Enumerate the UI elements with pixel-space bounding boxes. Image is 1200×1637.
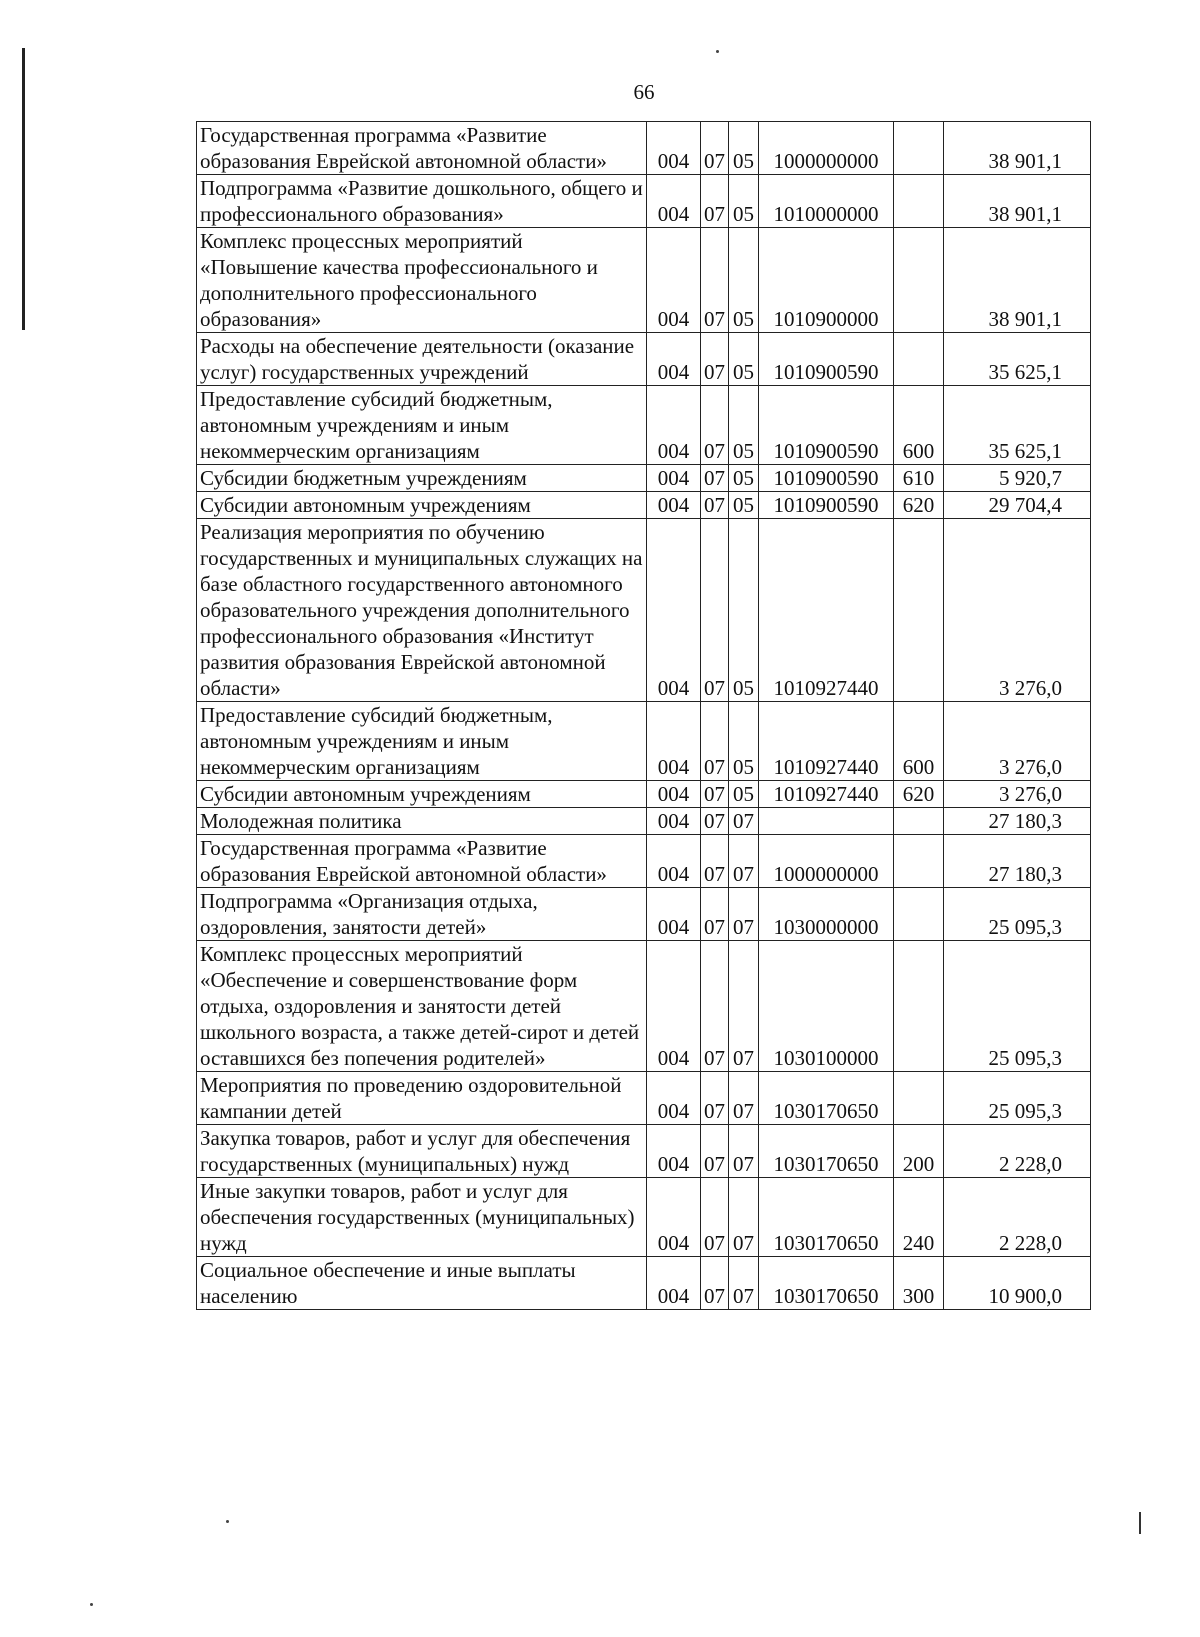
row-subsection-code-cell: 07 [729,1178,759,1257]
table-row [197,808,1091,835]
table-row [197,702,1091,781]
row-subsection-code-cell: 05 [729,492,759,519]
row-admin-code-cell: 004 [647,888,701,941]
table-row [197,122,1091,175]
row-target-article-cell: 1010000000 [759,175,894,228]
row-section-code-cell: 07 [701,1178,729,1257]
row-name-cell: Мероприятия по проведению оздоровительной кампании детей [197,1072,647,1125]
row-subsection-code-cell: 07 [729,808,759,835]
row-section-code-cell: 07 [701,941,729,1072]
row-section-code-cell: 07 [701,808,729,835]
row-admin-code-cell: 004 [647,941,701,1072]
row-target-article-cell: 1030170650 [759,1125,894,1178]
row-expense-type-cell: 610 [894,465,944,492]
row-admin-code-cell: 004 [647,465,701,492]
row-name-cell: Субсидии автономным учреждениям [197,492,647,519]
row-subsection-code-cell: 05 [729,122,759,175]
row-target-article-cell: 1010927440 [759,702,894,781]
table-row [197,1125,1091,1178]
row-section-code-cell: 07 [701,835,729,888]
row-admin-code-cell: 004 [647,835,701,888]
row-target-article-cell: 1010900590 [759,492,894,519]
row-amount-cell: 38 901,1 [944,122,1091,175]
row-section-code-cell: 07 [701,519,729,702]
table-row [197,333,1091,386]
row-name-cell: Комплекс процессных мероприятий «Повышение качества профессионального и дополнительного профессионального образования» [197,228,647,333]
row-expense-type-cell [894,122,944,175]
row-target-article-cell: 1030170650 [759,1072,894,1125]
row-name-cell: Субсидии автономным учреждениям [197,781,647,808]
row-section-code-cell: 07 [701,1257,729,1310]
row-section-code-cell: 07 [701,888,729,941]
row-name-cell: Государственная программа «Развитие образования Еврейской автономной области» [197,122,647,175]
row-section-code-cell: 07 [701,781,729,808]
row-subsection-code-cell: 05 [729,465,759,492]
table-row [197,228,1091,333]
row-section-code-cell: 07 [701,1125,729,1178]
row-amount-cell: 3 276,0 [944,702,1091,781]
row-subsection-code-cell: 07 [729,1257,759,1310]
row-expense-type-cell [894,941,944,1072]
row-subsection-code-cell: 05 [729,702,759,781]
row-section-code-cell: 07 [701,122,729,175]
row-admin-code-cell: 004 [647,333,701,386]
row-subsection-code-cell: 05 [729,228,759,333]
scan-edge-mark [1139,1512,1141,1534]
table-row [197,465,1091,492]
row-expense-type-cell: 620 [894,781,944,808]
row-subsection-code-cell: 05 [729,519,759,702]
row-name-cell: Иные закупки товаров, работ и услуг для обеспечения государственных (муниципальных) нужд [197,1178,647,1257]
table-row [197,519,1091,702]
row-admin-code-cell: 004 [647,1072,701,1125]
row-amount-cell: 35 625,1 [944,333,1091,386]
row-subsection-code-cell: 05 [729,333,759,386]
row-target-article-cell: 1000000000 [759,835,894,888]
table-row [197,492,1091,519]
row-expense-type-cell [894,333,944,386]
table-row [197,781,1091,808]
row-amount-cell: 25 095,3 [944,1072,1091,1125]
row-amount-cell: 3 276,0 [944,781,1091,808]
row-target-article-cell: 1030100000 [759,941,894,1072]
row-name-cell: Закупка товаров, работ и услуг для обеспечения государственных (муниципальных) нужд [197,1125,647,1178]
table-row [197,1072,1091,1125]
row-subsection-code-cell: 05 [729,175,759,228]
row-name-cell: Предоставление субсидий бюджетным, автономным учреждениям и иным некоммерческим организациям [197,386,647,465]
row-target-article-cell: 1010900000 [759,228,894,333]
row-target-article-cell: 1010927440 [759,519,894,702]
row-amount-cell: 25 095,3 [944,941,1091,1072]
scan-speck [90,1603,93,1606]
row-admin-code-cell: 004 [647,228,701,333]
row-target-article-cell: 1010900590 [759,333,894,386]
row-admin-code-cell: 004 [647,702,701,781]
scan-speck [226,1520,229,1523]
row-admin-code-cell: 004 [647,1257,701,1310]
row-amount-cell: 10 900,0 [944,1257,1091,1310]
row-section-code-cell: 07 [701,492,729,519]
row-section-code-cell: 07 [701,465,729,492]
table-row [197,175,1091,228]
row-admin-code-cell: 004 [647,1178,701,1257]
row-target-article-cell: 1010927440 [759,781,894,808]
row-name-cell: Расходы на обеспечение деятельности (оказание услуг) государственных учреждений [197,333,647,386]
table-row [197,888,1091,941]
row-amount-cell: 27 180,3 [944,835,1091,888]
row-section-code-cell: 07 [701,386,729,465]
row-amount-cell: 3 276,0 [944,519,1091,702]
scan-speck [716,50,719,53]
table-row [197,835,1091,888]
row-admin-code-cell: 004 [647,175,701,228]
row-amount-cell: 29 704,4 [944,492,1091,519]
page-number: 66 [633,80,655,104]
row-expense-type-cell [894,175,944,228]
row-expense-type-cell: 600 [894,702,944,781]
row-subsection-code-cell: 07 [729,1125,759,1178]
row-name-cell: Подпрограмма «Развитие дошкольного, общего и профессионального образования» [197,175,647,228]
row-subsection-code-cell: 05 [729,781,759,808]
row-expense-type-cell: 600 [894,386,944,465]
row-section-code-cell: 07 [701,1072,729,1125]
budget-table-body [197,122,1091,1310]
row-target-article-cell: 1030000000 [759,888,894,941]
row-expense-type-cell [894,835,944,888]
table-row [197,1178,1091,1257]
row-target-article-cell: 1030170650 [759,1178,894,1257]
row-subsection-code-cell: 05 [729,386,759,465]
row-name-cell: Государственная программа «Развитие образования Еврейской автономной области» [197,835,647,888]
row-name-cell: Субсидии бюджетным учреждениям [197,465,647,492]
table-row [197,1257,1091,1310]
row-expense-type-cell [894,808,944,835]
row-name-cell: Молодежная политика [197,808,647,835]
row-amount-cell: 2 228,0 [944,1125,1091,1178]
row-subsection-code-cell: 07 [729,888,759,941]
row-amount-cell: 25 095,3 [944,888,1091,941]
row-expense-type-cell [894,888,944,941]
budget-table [196,121,1091,1310]
row-section-code-cell: 07 [701,228,729,333]
row-expense-type-cell: 240 [894,1178,944,1257]
row-amount-cell: 5 920,7 [944,465,1091,492]
row-subsection-code-cell: 07 [729,941,759,1072]
row-admin-code-cell: 004 [647,1125,701,1178]
row-target-article-cell: 1030170650 [759,1257,894,1310]
row-name-cell: Социальное обеспечение и иные выплаты населению [197,1257,647,1310]
row-admin-code-cell: 004 [647,492,701,519]
row-amount-cell: 38 901,1 [944,228,1091,333]
row-subsection-code-cell: 07 [729,1072,759,1125]
row-name-cell: Комплекс процессных мероприятий «Обеспечение и совершенствование форм отдыха, оздоровления и занятости детей школьного возраста, а также детей-сирот и детей оставшихся без попечения родителей» [197,941,647,1072]
row-amount-cell: 35 625,1 [944,386,1091,465]
row-target-article-cell: 1010900590 [759,465,894,492]
row-admin-code-cell: 004 [647,781,701,808]
row-expense-type-cell [894,519,944,702]
row-name-cell: Предоставление субсидий бюджетным, автономным учреждениям и иным некоммерческим организациям [197,702,647,781]
row-expense-type-cell: 200 [894,1125,944,1178]
row-admin-code-cell: 004 [647,808,701,835]
row-target-article-cell: 1010900590 [759,386,894,465]
row-section-code-cell: 07 [701,702,729,781]
row-admin-code-cell: 004 [647,122,701,175]
row-admin-code-cell: 004 [647,386,701,465]
row-expense-type-cell: 620 [894,492,944,519]
row-admin-code-cell: 004 [647,519,701,702]
row-subsection-code-cell: 07 [729,835,759,888]
table-row [197,386,1091,465]
row-expense-type-cell: 300 [894,1257,944,1310]
row-amount-cell: 27 180,3 [944,808,1091,835]
row-section-code-cell: 07 [701,175,729,228]
row-target-article-cell: 1000000000 [759,122,894,175]
table-row [197,941,1091,1072]
row-name-cell: Подпрограмма «Организация отдыха, оздоровления, занятости детей» [197,888,647,941]
row-expense-type-cell [894,228,944,333]
row-amount-cell: 38 901,1 [944,175,1091,228]
row-target-article-cell [759,808,894,835]
row-amount-cell: 2 228,0 [944,1178,1091,1257]
row-section-code-cell: 07 [701,333,729,386]
row-expense-type-cell [894,1072,944,1125]
row-name-cell: Реализация мероприятия по обучению государственных и муниципальных служащих на базе областного государственного автономного образовательного учреждения дополнительного профессионального образования «Институт развития образования Еврейской автономной области» [197,519,647,702]
